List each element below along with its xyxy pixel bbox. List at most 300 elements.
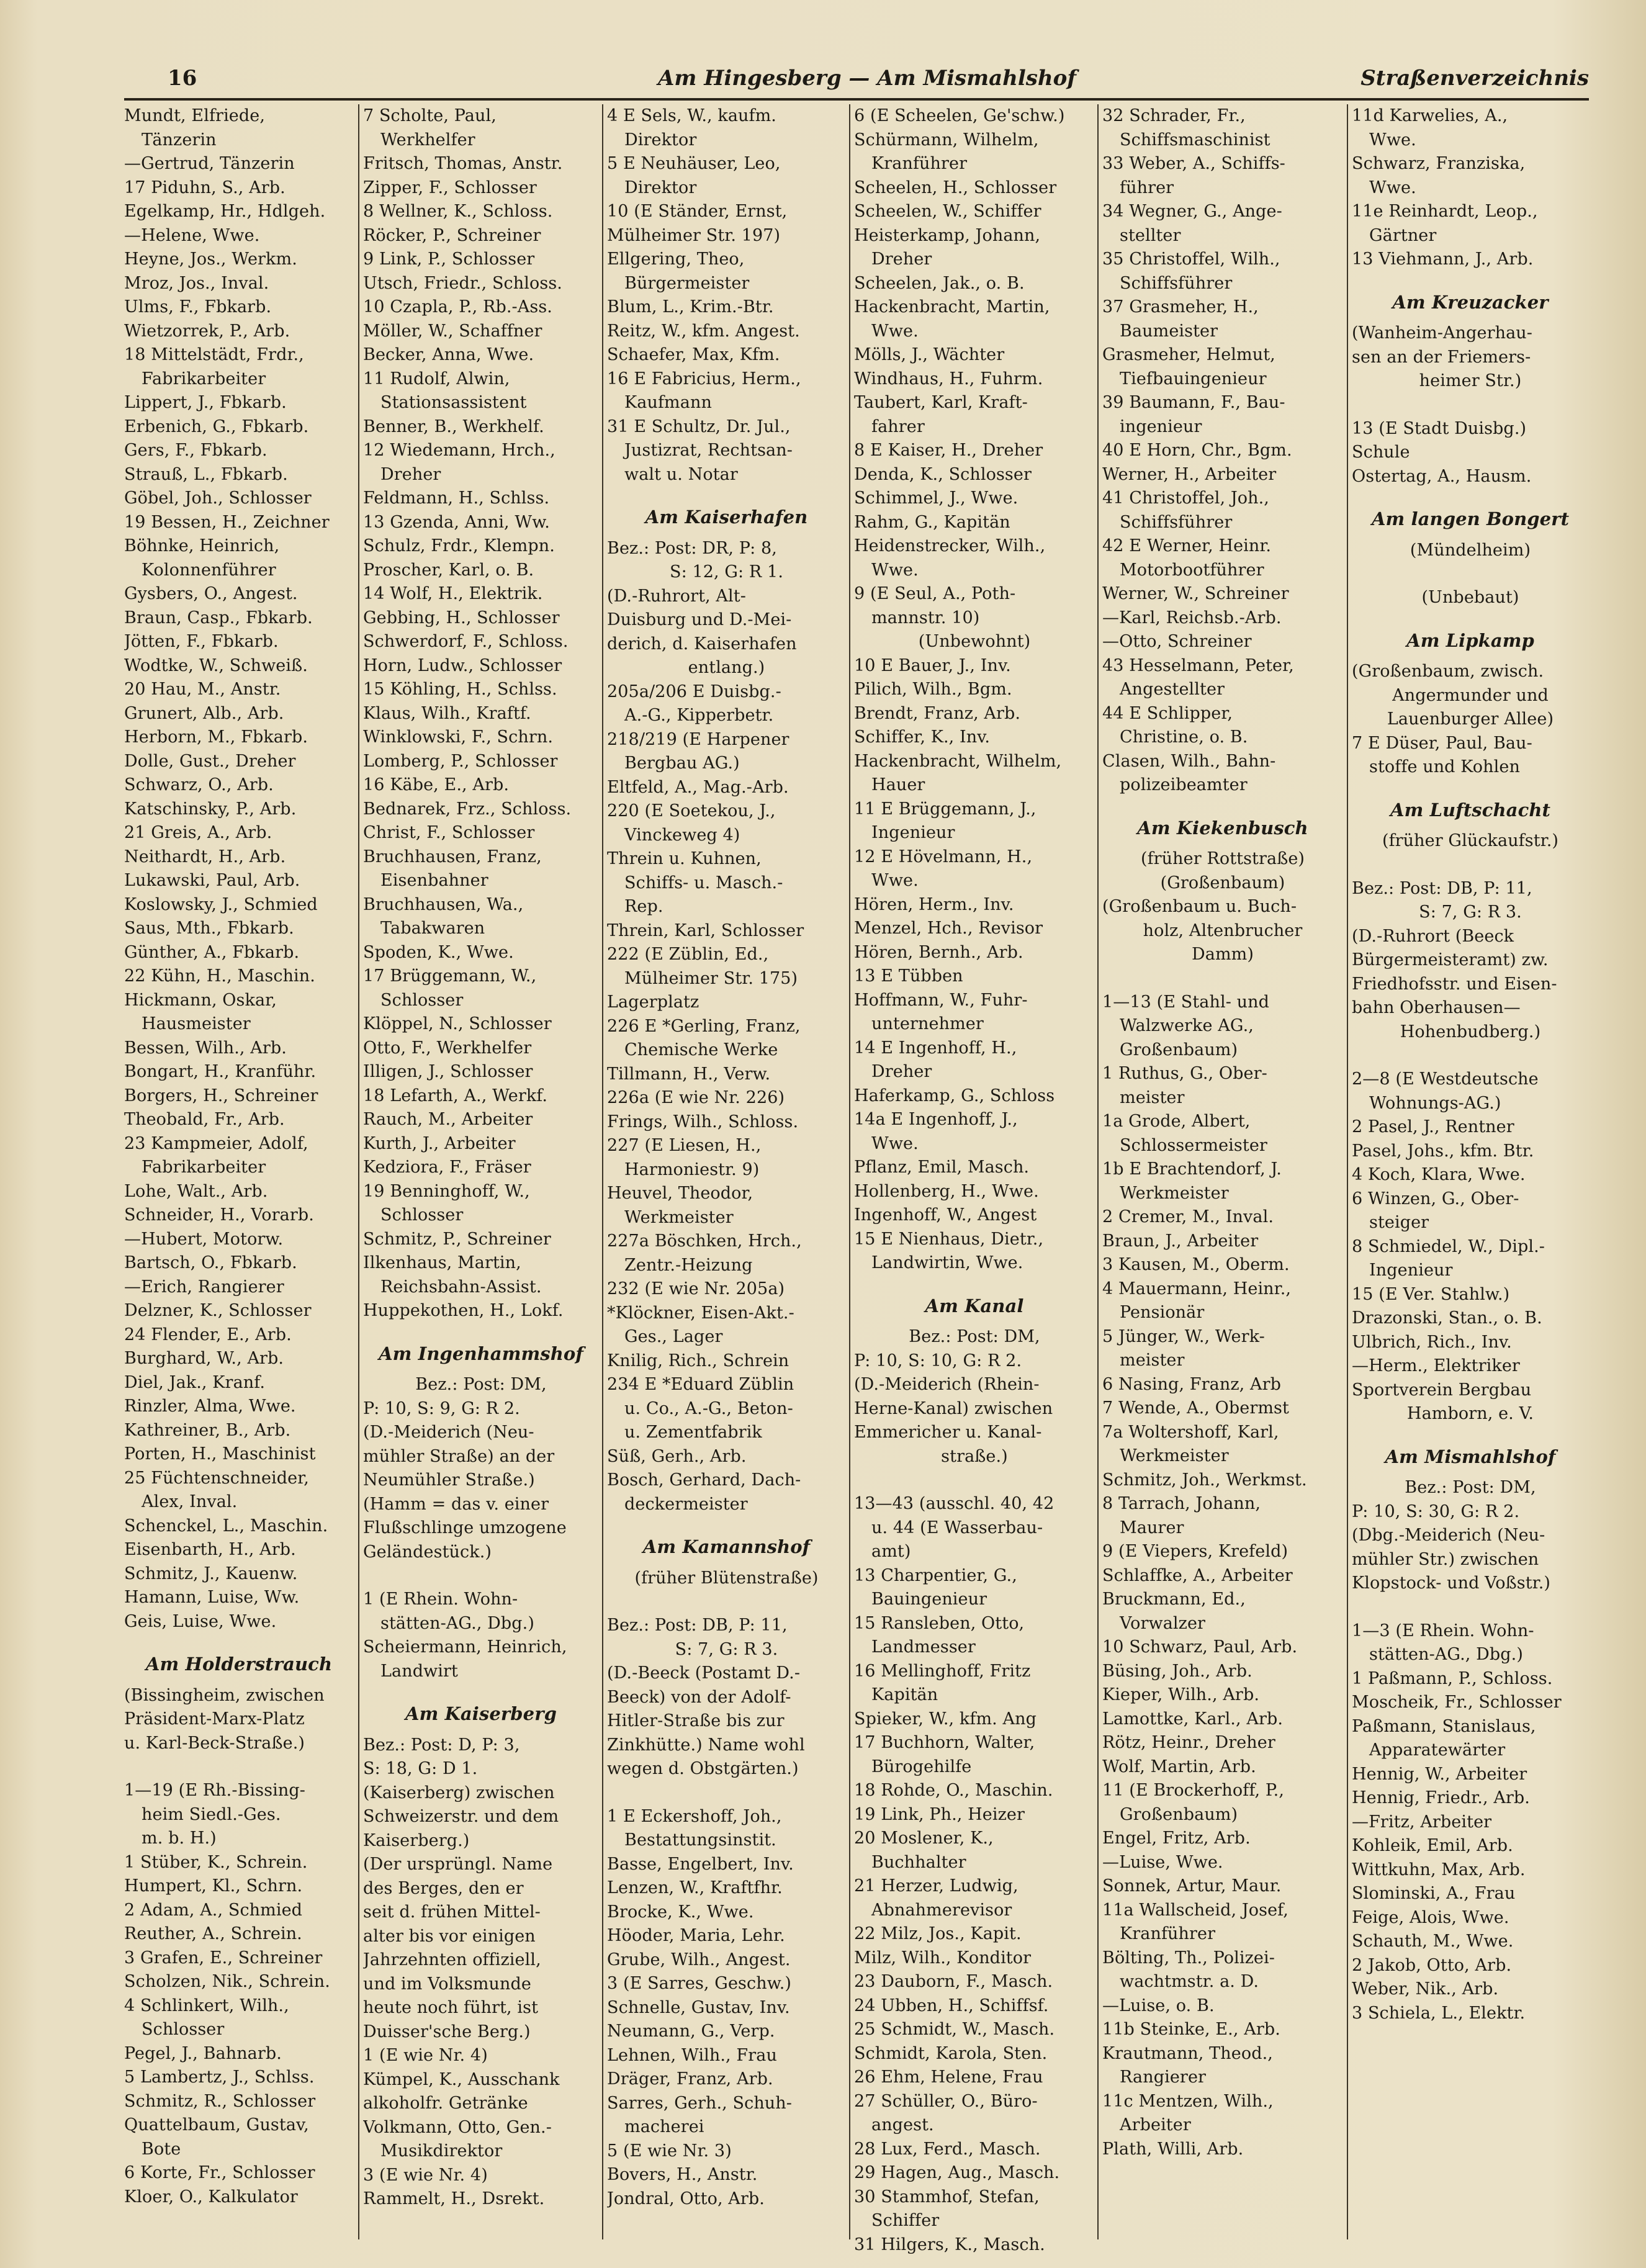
entry-line: (Wanheim-Angerhau-	[1352, 323, 1533, 343]
entry-line: Bote	[142, 2139, 181, 2159]
entry-line: Taubert, Karl, Kraft-	[854, 393, 1028, 412]
entry-line: Schiffsführer	[1120, 273, 1233, 293]
entry-line: Hennig, W., Arbeiter	[1352, 1764, 1527, 1784]
entry-line: Rötz, Heinr., Dreher	[1102, 1733, 1275, 1752]
entry-line: Wodtke, W., Schweiß.	[124, 655, 308, 675]
entry-line: Winklowski, F., Schrn.	[363, 727, 554, 747]
entry-line: P: 10, S: 30, G: R 2.	[1352, 1501, 1520, 1521]
entry-line: Tänzerin	[142, 130, 217, 150]
entry-line: 35 Christoffel, Wilh.,	[1102, 250, 1280, 269]
entry-line: Pilich, Wilh., Bgm.	[854, 680, 1012, 699]
entry-line: Becker, Anna, Wwe.	[363, 345, 534, 364]
entry-line: 14 Wolf, H., Elektrik.	[363, 584, 543, 603]
entry-line: Reuther, A., Schrein.	[124, 1924, 302, 1943]
entry-line: sen an der Friemers-	[1352, 347, 1531, 367]
entry-line: Feldmann, H., Schlss.	[363, 488, 550, 508]
entry-line: 13 Viehmann, J., Arb.	[1352, 250, 1534, 269]
entry-line: Herborn, M., Fbkarb.	[124, 727, 308, 747]
entry-line: Huppekothen, H., Lokf.	[363, 1301, 564, 1320]
entry-line: Hohenbudberg.)	[1400, 1022, 1541, 1042]
entry-line: Wohnungs-AG.)	[1369, 1093, 1501, 1113]
entry-line: Blum, L., Krim.-Btr.	[607, 297, 774, 317]
entry-line: Bruchhausen, Franz,	[363, 847, 542, 866]
entry-line: 13 Gzenda, Anni, Ww.	[363, 512, 550, 532]
entry-line: steiger	[1369, 1213, 1429, 1232]
street-heading: Am Kaiserberg	[405, 1703, 557, 1724]
entry-line: ingenieur	[1120, 416, 1202, 436]
entry-line: Großenbaum)	[1120, 1804, 1238, 1824]
entry-line: 23 Kampmeier, Adolf,	[124, 1133, 308, 1153]
entry-line: Herne-Kanal) zwischen	[854, 1398, 1053, 1418]
entry-line: derich, d. Kaiserhafen	[607, 634, 797, 654]
entry-line: 20 Hau, M., Anstr.	[124, 680, 281, 699]
entry-line: 8 Schmiedel, W., Dipl.-	[1352, 1236, 1545, 1256]
column-1	[124, 104, 354, 2258]
entry-line: 15 Ransleben, Otto,	[854, 1613, 1025, 1633]
entry-line: 29 Hagen, Aug., Masch.	[854, 2163, 1060, 2182]
entry-line: 3 (E Sarres, Geschw.)	[607, 1974, 792, 1993]
entry-line: Damm)	[1192, 945, 1254, 964]
entry-line: 6 Korte, Fr., Schlosser	[124, 2163, 315, 2182]
street-heading: Am Kamannshof	[642, 1536, 811, 1557]
entry-line: Eisenbahner	[380, 871, 488, 890]
entry-line: 5 Jünger, W., Werk-	[1102, 1326, 1265, 1346]
entry-line: Süß, Gerh., Arb.	[607, 1446, 747, 1466]
spacer	[1352, 1044, 1589, 1068]
spacer	[124, 1755, 354, 1779]
entry-line: 15 Köhling, H., Schlss.	[363, 680, 557, 699]
entry-line: Pasel, Johs., kfm. Btr.	[1352, 1141, 1534, 1161]
entry-line: Dreher	[871, 250, 932, 269]
entry-line: 12 Wiedemann, Hrch.,	[363, 441, 555, 460]
spacer	[607, 1590, 846, 1614]
entry-line: 4 Schlinkert, Wilh.,	[124, 1996, 289, 2015]
entry-line: —Luise, o. B.	[1102, 1996, 1215, 2015]
entry-line: 17 Brüggemann, W.,	[363, 966, 537, 986]
entry-line: Heidenstrecker, Wilh.,	[854, 536, 1046, 556]
street-heading: Am Lipkamp	[1406, 629, 1534, 651]
entry-line: Werkmeister	[1120, 1446, 1229, 1465]
entry-line: Lukawski, Paul, Arb.	[124, 871, 300, 890]
entry-line: Bednarek, Frz., Schloss.	[363, 799, 572, 819]
entry-line: 22 Milz, Jos., Kapit.	[854, 1924, 1022, 1943]
entry-line: (Mündelheim)	[1410, 540, 1531, 560]
entry-line: Braun, Casp., Fbkarb.	[124, 608, 313, 628]
entry-line: Fabrikarbeiter	[142, 1158, 266, 1177]
street-heading: Am Kiekenbusch	[1137, 817, 1308, 839]
spacer	[1352, 853, 1589, 877]
entry-line: *Klöckner, Eisen-Akt.-	[607, 1303, 794, 1323]
entry-line: mannstr. 10)	[871, 608, 980, 628]
entry-line: —Otto, Schreiner	[1102, 632, 1252, 651]
entry-line: Harmoniestr. 9)	[624, 1159, 760, 1179]
entry-line: Jondral, Otto, Arb.	[607, 2189, 765, 2208]
entry-line: (Bissingheim, zwischen	[124, 1685, 325, 1705]
entry-line: Günther, A., Fbkarb.	[124, 942, 300, 962]
entry-line: 1 (E Rhein. Wohn-	[363, 1590, 518, 1609]
entry-line: —Erich, Rangierer	[124, 1277, 284, 1297]
entry-line: Vorwalzer	[1120, 1613, 1206, 1633]
entry-line: P: 10, S: 10, G: R 2.	[854, 1351, 1022, 1370]
entry-line: 14 E Ingenhoff, H.,	[854, 1038, 1017, 1058]
entry-line: Threin, Karl, Schlosser	[607, 920, 804, 940]
entry-line: Baumeister	[1120, 321, 1218, 341]
entry-line: Zentr.-Heizung	[624, 1255, 753, 1275]
entry-line: Hauer	[871, 775, 925, 794]
entry-line: (Großenbaum)	[1160, 873, 1285, 893]
entry-line: Bez.: Post: D, P: 3,	[363, 1735, 520, 1755]
entry-line: Theobald, Fr., Arb.	[124, 1110, 285, 1129]
entry-line: Reichsbahn-Assist.	[380, 1277, 542, 1297]
entry-line: (Großenbaum, zwisch.	[1352, 662, 1544, 681]
entry-line: Kurth, J., Arbeiter	[363, 1133, 516, 1153]
entry-line: (D.-Ruhrort, Alt-	[607, 586, 746, 606]
entry-line: Kapitän	[871, 1685, 938, 1704]
entry-line: Tillmann, H., Verw.	[607, 1064, 771, 1084]
entry-line: 25 Schmidt, W., Masch.	[854, 2020, 1055, 2039]
entry-line: 8 E Kaiser, H., Dreher	[854, 441, 1043, 460]
entry-line: angest.	[871, 2115, 934, 2135]
spacer	[1102, 967, 1343, 991]
entry-line: Böhnke, Heinrich,	[124, 536, 280, 556]
entry-line: 15 (E Ver. Stahlw.)	[1352, 1284, 1510, 1304]
entry-line: Slominski, A., Frau	[1352, 1884, 1516, 1903]
entry-line: Strauß, L., Fbkarb.	[124, 464, 288, 484]
entry-line: Arbeiter	[1120, 2115, 1191, 2135]
entry-line: heim Siedl.-Ges.	[142, 1804, 281, 1824]
entry-line: Schiffsführer	[1120, 512, 1233, 532]
entry-line: Schlaffke, A., Arbeiter	[1102, 1565, 1293, 1585]
entry-line: Quattelbaum, Gustav,	[124, 2115, 309, 2135]
entry-line: Werner, W., Schreiner	[1102, 584, 1289, 603]
entry-line: Bosch, Gerhard, Dach-	[607, 1470, 801, 1490]
entry-line: Apparatewärter	[1369, 1740, 1506, 1760]
entry-line: Friedhofsstr. und Eisen-	[1352, 974, 1557, 994]
entry-line: 218/219 (E Harpener	[607, 729, 789, 749]
entry-line: (Unbebaut)	[1421, 588, 1519, 607]
entry-line: Neumühler Straße.)	[363, 1470, 535, 1490]
entry-line: 13 E Tübben	[854, 966, 963, 986]
entry-line: Humpert, Kl., Schrn.	[124, 1876, 303, 1896]
entry-line: P: 10, S: 9, G: R 2.	[363, 1398, 520, 1418]
entry-line: Vinckeweg 4)	[624, 825, 740, 845]
entry-line: (D.-Meiderich (Rhein-	[854, 1375, 1040, 1394]
entry-line: Mülheimer Str. 175)	[624, 968, 798, 988]
entry-line: Bruckmann, Ed.,	[1102, 1590, 1246, 1609]
entry-line: Gebbing, H., Schlosser	[363, 608, 560, 628]
entry-line: Basse, Engelbert, Inv.	[607, 1854, 794, 1874]
street-heading: Am Mismahlshof	[1385, 1446, 1556, 1467]
entry-line: Paßmann, Stanislaus,	[1352, 1716, 1536, 1736]
entry-line: 2 Adam, A., Schmied	[124, 1900, 303, 1920]
entry-line: Schneider, H., Vorarb.	[124, 1205, 314, 1225]
entry-line: Otto, F., Werkhelfer	[363, 1038, 532, 1058]
entry-line: S: 12, G: R 1.	[669, 562, 784, 582]
entry-line: 11 (E Brockerhoff, P.,	[1102, 1781, 1285, 1800]
entry-line: 4 E Sels, W., kaufm.	[607, 106, 776, 125]
entry-line: Wwe.	[871, 321, 919, 341]
spacer	[607, 1781, 846, 1805]
entry-line: Schmitz, Joh., Werkmst.	[1102, 1470, 1307, 1490]
entry-line: Kolonnenführer	[142, 560, 276, 580]
entry-line: stellter	[1120, 225, 1181, 245]
entry-line: Wwe.	[1369, 130, 1416, 150]
entry-line: 11c Mentzen, Wilh.,	[1102, 2091, 1274, 2111]
spacer	[1352, 562, 1589, 586]
entry-line: Duisburg und D.-Mei-	[607, 610, 792, 629]
entry-line: Stationsassistent	[380, 393, 527, 412]
entry-line: Windhaus, H., Fuhrm.	[854, 369, 1043, 389]
entry-line: Hickmann, Oskar,	[124, 990, 277, 1010]
entry-line: Motorbootführer	[1120, 560, 1264, 580]
entry-line: 1b E Brachtendorf, J.	[1102, 1159, 1282, 1179]
entry-line: 7 Wende, A., Obermst	[1102, 1398, 1289, 1418]
entry-line: Kieper, Wilh., Arb.	[1102, 1685, 1260, 1704]
entry-line: Milz, Wilh., Konditor	[854, 1948, 1032, 1968]
entry-line: 227 (E Liesen, H.,	[607, 1136, 762, 1155]
entry-line: Hennig, Friedr., Arb.	[1352, 1788, 1530, 1807]
entry-line: Ellgering, Theo,	[607, 250, 745, 269]
entry-line: 41 Christoffel, Joh.,	[1102, 488, 1269, 508]
entry-line: und im Volksmunde	[363, 1974, 531, 1994]
entry-line: 24 Ubben, H., Schiffsf.	[854, 1996, 1049, 2015]
entry-line: Wwe.	[1369, 178, 1416, 197]
entry-line: amt)	[871, 1542, 911, 1561]
entry-line: 10 E Bauer, J., Inv.	[854, 655, 1011, 675]
entry-line: Abnahmerevisor	[871, 1900, 1012, 1920]
entry-line: Emmericher u. Kanal-	[854, 1423, 1042, 1442]
entry-line: 10 Schwarz, Paul, Arb.	[1102, 1637, 1298, 1657]
entry-line: 1 Ruthus, G., Ober-	[1102, 1064, 1267, 1083]
street-heading: Am Kanal	[925, 1295, 1024, 1316]
entry-line: 32 Schrader, Fr.,	[1102, 106, 1246, 125]
entry-line: Schmitz, J., Kauenw.	[124, 1564, 298, 1583]
entry-line: seit d. frühen Mittel-	[363, 1902, 541, 1922]
entry-line: alter bis vor einigen	[363, 1926, 536, 1946]
entry-line: führer	[1120, 178, 1174, 197]
column-5	[1102, 104, 1343, 2258]
entry-line: 22 Kühn, H., Maschin.	[124, 966, 315, 986]
entry-line: 1a Grode, Albert,	[1102, 1112, 1251, 1131]
entry-line: Drazonski, Stan., o. B.	[1352, 1308, 1542, 1328]
entry-line: alkoholfr. Getränke	[363, 2094, 528, 2113]
entry-line: meister	[1120, 1087, 1185, 1107]
entry-line: Werner, H., Arbeiter	[1102, 464, 1277, 484]
entry-line: —Luise, Wwe.	[1102, 1852, 1223, 1872]
entry-line: 14a E Ingenhoff, J.,	[854, 1110, 1018, 1129]
entry-line: —Karl, Reichsb.-Arb.	[1102, 608, 1282, 628]
entry-line: 9 (E Seul, A., Poth-	[854, 584, 1016, 603]
entry-line: Schlossermeister	[1120, 1135, 1267, 1155]
entry-line: Mülheimer Str. 197)	[607, 225, 781, 245]
entry-line: Denda, K., Schlosser	[854, 464, 1032, 484]
entry-line: wachtmstr. a. D.	[1120, 1972, 1259, 1991]
entry-line: Maurer	[1120, 1518, 1184, 1537]
page-header	[124, 66, 1589, 96]
entry-line: —Fritz, Arbeiter	[1352, 1812, 1492, 1832]
entry-line: Rinzler, Alma, Wwe.	[124, 1397, 296, 1416]
entry-line: Großenbaum)	[1120, 1040, 1238, 1060]
entry-line: Schule	[1352, 443, 1410, 462]
entry-line: 226a (E wie Nr. 226)	[607, 1088, 785, 1107]
entry-line: 1 Stüber, K., Schrein.	[124, 1852, 308, 1872]
entry-line: Ingenieur	[1369, 1261, 1453, 1280]
entry-line: Schiffsmaschinist	[1120, 130, 1270, 150]
entry-line: Kranführer	[1120, 1924, 1216, 1943]
entry-line: Eltfeld, A., Mag.-Arb.	[607, 777, 789, 797]
entry-line: Moscheik, Fr., Schlosser	[1352, 1693, 1562, 1712]
entry-line: Fabrikarbeiter	[142, 369, 266, 389]
entry-line: Frings, Wilh., Schloss.	[607, 1112, 799, 1132]
entry-line: 13 Charpentier, G.,	[854, 1565, 1017, 1585]
entry-line: Scheelen, W., Schiffer	[854, 202, 1041, 221]
entry-line: Diel, Jak., Kranf.	[124, 1372, 266, 1392]
entry-line: Sarres, Gerh., Schuh-	[607, 2093, 793, 2113]
entry-line: Lohe, Walt., Arb.	[124, 1181, 268, 1201]
entry-line: Flußschlinge umzogene	[363, 1518, 567, 1537]
entry-line: u. Zementfabrik	[624, 1423, 762, 1442]
entry-line: Threin u. Kuhnen,	[607, 849, 762, 868]
entry-line: m. b. H.)	[142, 1829, 217, 1848]
entry-line: Schulz, Frdr., Klempn.	[363, 536, 555, 556]
entry-line: Bez.: Post: DM,	[1405, 1478, 1536, 1497]
entry-line: Kümpel, K., Ausschank	[363, 2069, 560, 2089]
entry-line: Ilkenhaus, Martin,	[363, 1253, 521, 1272]
entry-line: S: 7, G: R 3.	[675, 1639, 778, 1659]
entry-line: 232 (E wie Nr. 205a)	[607, 1279, 785, 1298]
entry-line: mühler Straße) an der	[363, 1446, 555, 1466]
entry-line: Wittkuhn, Max, Arb.	[1352, 1860, 1526, 1879]
page-title: Am Hingesberg — Am Mismahlshof	[658, 66, 1076, 91]
entry-line: 7 Scholte, Paul,	[363, 106, 497, 125]
entry-line: Sonnek, Artur, Maur.	[1102, 1876, 1282, 1896]
entry-line: —Herm., Elektriker	[1352, 1356, 1520, 1375]
entry-line: Ges., Lager	[624, 1327, 723, 1346]
entry-line: 11e Reinhardt, Leop.,	[1352, 202, 1538, 221]
entry-line: Werkmeister	[624, 1207, 734, 1227]
entry-line: Volkmann, Otto, Gen.-	[363, 2117, 552, 2137]
entry-line: S: 18, G: D 1.	[363, 1759, 478, 1778]
entry-line: 205a/206 E Duisbg.-	[607, 682, 781, 701]
entry-line: Wolf, Martin, Arb.	[1102, 1757, 1256, 1776]
entry-line: Wietzorrek, P., Arb.	[124, 321, 290, 341]
entry-line: Egelkamp, Hr., Hdlgeh.	[124, 202, 326, 221]
entry-line: Bölting, Th., Polizei-	[1102, 1948, 1275, 1968]
entry-line: Hackenbracht, Martin,	[854, 297, 1050, 317]
entry-line: Utsch, Friedr., Schloss.	[363, 273, 562, 293]
entry-line: Delzner, K., Schlosser	[124, 1301, 312, 1320]
entry-line: 3 Grafen, E., Schreiner	[124, 1948, 323, 1968]
entry-line: Fritsch, Thomas, Anstr.	[363, 154, 563, 173]
entry-line: Schwerdorf, F., Schloss.	[363, 632, 569, 651]
entry-line: Musikdirektor	[380, 2141, 503, 2161]
entry-line: Scheiermann, Heinrich,	[363, 1637, 567, 1657]
section-title: Straßenverzeichnis	[1360, 66, 1589, 91]
entry-line: Jötten, F., Fbkarb.	[124, 632, 279, 651]
entry-line: Scholzen, Nik., Schrein.	[124, 1972, 330, 1991]
entry-line: 20 Moslener, K.,	[854, 1829, 994, 1848]
entry-line: 11b Steinke, E., Arb.	[1102, 2020, 1280, 2039]
entry-line: 5 (E wie Nr. 3)	[607, 2141, 732, 2161]
entry-line: Rauch, M., Arbeiter	[363, 1110, 533, 1129]
entry-line: Schiffer	[871, 2211, 940, 2230]
entry-line: stätten-AG., Dbg.)	[380, 1613, 534, 1633]
entry-line: Kedziora, F., Fräser	[363, 1158, 531, 1177]
entry-line: Kloer, O., Kalkulator	[124, 2187, 298, 2207]
entry-line: (D.-Beeck (Postamt D.-	[607, 1663, 801, 1683]
entry-line: Eisenbarth, H., Arb.	[124, 1540, 296, 1559]
entry-line: Brendt, Franz, Arb.	[854, 703, 1021, 723]
entry-line: Kranführer	[871, 154, 968, 173]
entry-line: Werkmeister	[1120, 1183, 1229, 1203]
entry-line: (D.-Meiderich (Neu-	[363, 1423, 534, 1442]
entry-line: Spoden, K., Wwe.	[363, 942, 514, 962]
entry-line: 25 Füchtenschneider,	[124, 1468, 309, 1488]
entry-line: 8 Wellner, K., Schloss.	[363, 202, 553, 221]
entry-line: Bürgermeister	[624, 273, 750, 293]
entry-line: Scheelen, H., Schlosser	[854, 178, 1057, 197]
entry-line: Bruchhausen, Wa.,	[363, 894, 524, 914]
entry-line: Krautmann, Theod.,	[1102, 2043, 1273, 2063]
entry-line: Bez.: Post: DM,	[909, 1327, 1040, 1346]
entry-line: Schmitz, R., Schlosser	[124, 2091, 316, 2111]
entry-line: Buchhalter	[871, 1852, 966, 1872]
entry-line: Schwarz, Franziska,	[1352, 154, 1526, 173]
entry-line: 6 Winzen, G., Ober-	[1352, 1189, 1519, 1208]
entry-line: Rep.	[624, 897, 663, 916]
entry-line: Engel, Fritz, Arb.	[1102, 1829, 1251, 1848]
entry-line: 10 (E Ständer, Ernst,	[607, 202, 788, 221]
entry-line: 5 Lambertz, J., Schlss.	[124, 2068, 315, 2087]
entry-line: 37 Grasmeher, H.,	[1102, 297, 1259, 317]
entry-line: 23 Dauborn, F., Masch.	[854, 1972, 1053, 1991]
entry-line: 3 Kausen, M., Oberm.	[1102, 1255, 1290, 1274]
directory-columns	[124, 104, 1589, 2258]
entry-line: Scheelen, Jak., o. B.	[854, 273, 1025, 293]
entry-line: Haferkamp, G., Schloss	[854, 1086, 1055, 1105]
entry-line: Gärtner	[1369, 225, 1437, 245]
entry-line: —Gertrud, Tänzerin	[124, 154, 295, 173]
entry-line: u. Karl-Beck-Straße.)	[124, 1733, 305, 1753]
entry-line: Knilig, Rich., Schrein	[607, 1351, 789, 1370]
entry-line: 1—19 (E Rh.-Bissing-	[124, 1781, 305, 1800]
entry-line: Göbel, Joh., Schlosser	[124, 488, 312, 508]
entry-line: —Helene, Wwe.	[124, 225, 260, 245]
entry-line: Braun, J., Arbeiter	[1102, 1231, 1259, 1251]
entry-line: Koslowsky, J., Schmied	[124, 894, 318, 914]
entry-line: Bez.: Post: DR, P: 8,	[607, 538, 777, 558]
entry-line: Rahm, G., Kapitän	[854, 512, 1010, 532]
entry-line: stätten-AG., Dbg.)	[1369, 1645, 1523, 1664]
entry-line: Büsing, Joh., Arb.	[1102, 1661, 1252, 1681]
entry-line: 2 Cremer, M., Inval.	[1102, 1207, 1274, 1226]
entry-line: Sportverein Bergbau	[1352, 1380, 1532, 1400]
entry-line: 21 Greis, A., Arb.	[124, 823, 272, 842]
entry-line: Heisterkamp, Johann,	[854, 225, 1041, 245]
entry-line: Chemische Werke	[624, 1040, 778, 1060]
entry-line: Ingenhoff, W., Angest	[854, 1205, 1037, 1225]
entry-line: Bürgermeisteramt) zw.	[1352, 950, 1549, 970]
entry-line: fahrer	[871, 416, 925, 436]
entry-line: Lippert, J., Fbkarb.	[124, 393, 287, 412]
street-heading: Am Luftschacht	[1390, 799, 1551, 821]
entry-line: 16 E Fabricius, Herm.,	[607, 369, 801, 389]
entry-line: 18 Rohde, O., Maschin.	[854, 1781, 1053, 1800]
entry-line: Schiffer, K., Inv.	[854, 727, 991, 747]
entry-line: Spieker, W., kfm. Ang	[854, 1709, 1037, 1729]
entry-line: bahn Oberhausen—	[1352, 998, 1521, 1017]
entry-line: Illigen, J., Schlosser	[363, 1062, 533, 1081]
